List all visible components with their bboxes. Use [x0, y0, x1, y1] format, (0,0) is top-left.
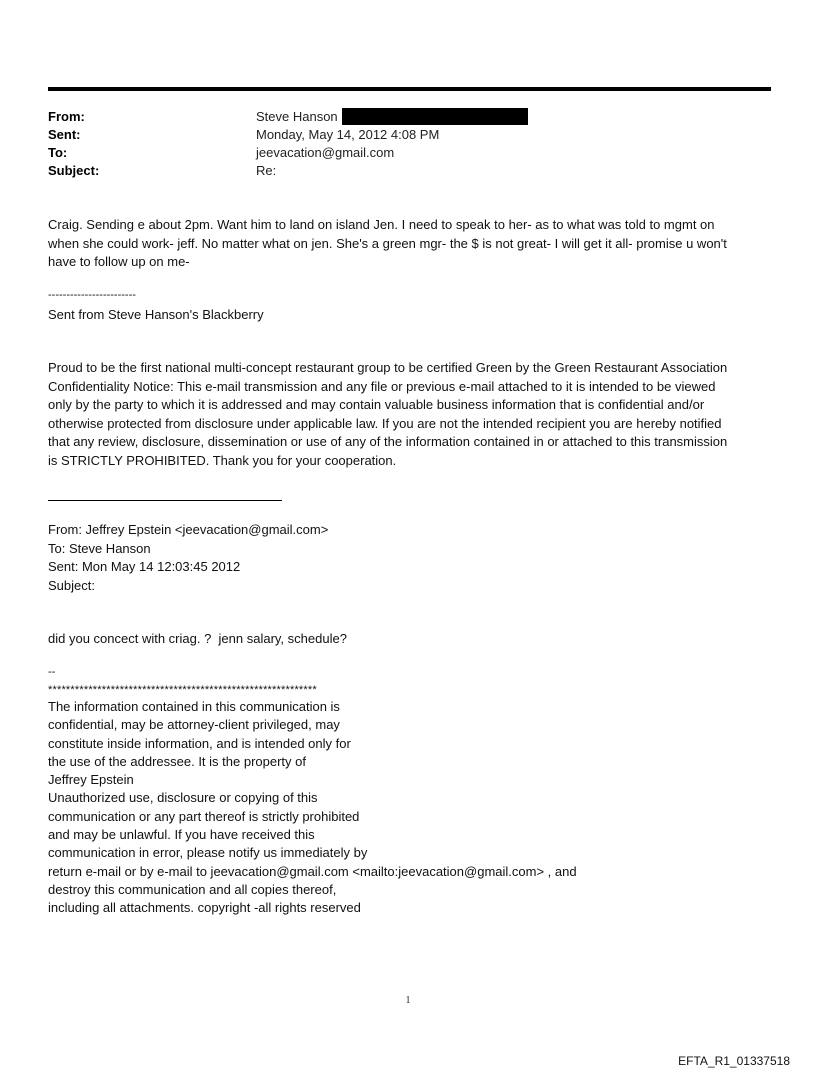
- subject-value: Re:: [256, 163, 277, 178]
- page-number: 1: [405, 995, 411, 1006]
- sent-from-signature: Sent from Steve Hanson's Blackberry: [48, 307, 264, 322]
- to-value: jeevacation@gmail.com: [256, 145, 395, 160]
- from-row: [48, 108, 748, 126]
- legal-disclaimer: The information contained in this communication is confidential, may be attorney-client privileged, may constitute inside information, and is intended only for the use of the addressee. It is the property of Jeffrey Epstein Unauthorized use, disclosure or copying of this communication or any part thereof is strictly prohibited and may be unlawful. If you have received this communication in error, please notify us immediately by return e-mail or by e-mail to jeevacation@gmail.com <mailto:jeevacation@gmail.com> , and destroy this communication and all copies thereof, including all attachments. copyright -all rights reserved: [48, 699, 577, 916]
- confidentiality-notice: Proud to be the first national multi-concept restaurant group to be certified Green by the Green Restaurant Association Confidentiality Notice: This e-mail transmission and any file or previous e-mail attached to it is intended to be viewed only by the party to which it is addressed and may contain valuable business information that is confidential and/or otherwise protected from disclosure under applicable law. If you are not the intended recipient you are hereby notified that any review, disclosure, dissemination or use of any of the information contained in or attached to this transmission is STRICTLY PROHIBITED. Thank you for your cooperation.: [48, 360, 728, 468]
- from-value: [256, 108, 528, 126]
- email-header: [48, 108, 748, 180]
- sender-name: Steve Hanson: [256, 109, 338, 124]
- top-divider: [48, 87, 771, 91]
- to-row: [48, 144, 748, 162]
- sent-label: Sent:: [48, 127, 81, 142]
- asterisk-line: ************************************************************: [48, 684, 317, 696]
- quote-divider: [48, 500, 282, 501]
- body-message: Craig. Sending e about 2pm. Want him to land on island Jen. I need to speak to her- as to what was told to mgmt on when she could work- jeff. No matter what on jen. She's a green mgr- the $ is not great- I will get it all- promise u won't have to follow up on me-: [48, 217, 727, 269]
- from-label: From:: [48, 109, 85, 124]
- redaction-box: [342, 108, 528, 125]
- subject-label: Subject:: [48, 163, 100, 178]
- quoted-message: did you concect with criag. ? jenn salary, schedule?: [48, 631, 347, 646]
- quoted-header: From: Jeffrey Epstein <jeevacation@gmail.com> To: Steve Hanson Sent: Mon May 14 12:03:45 2012 Subject:: [48, 522, 329, 593]
- bates-number: EFTA_R1_01337518: [678, 1054, 790, 1068]
- subject-row: [48, 162, 748, 180]
- to-label: To:: [48, 145, 68, 160]
- sent-row: [48, 126, 748, 144]
- signature-dashes: --: [48, 666, 56, 678]
- separator-dashes: ------------------------: [48, 289, 136, 301]
- sent-value: Monday, May 14, 2012 4:08 PM: [256, 127, 440, 142]
